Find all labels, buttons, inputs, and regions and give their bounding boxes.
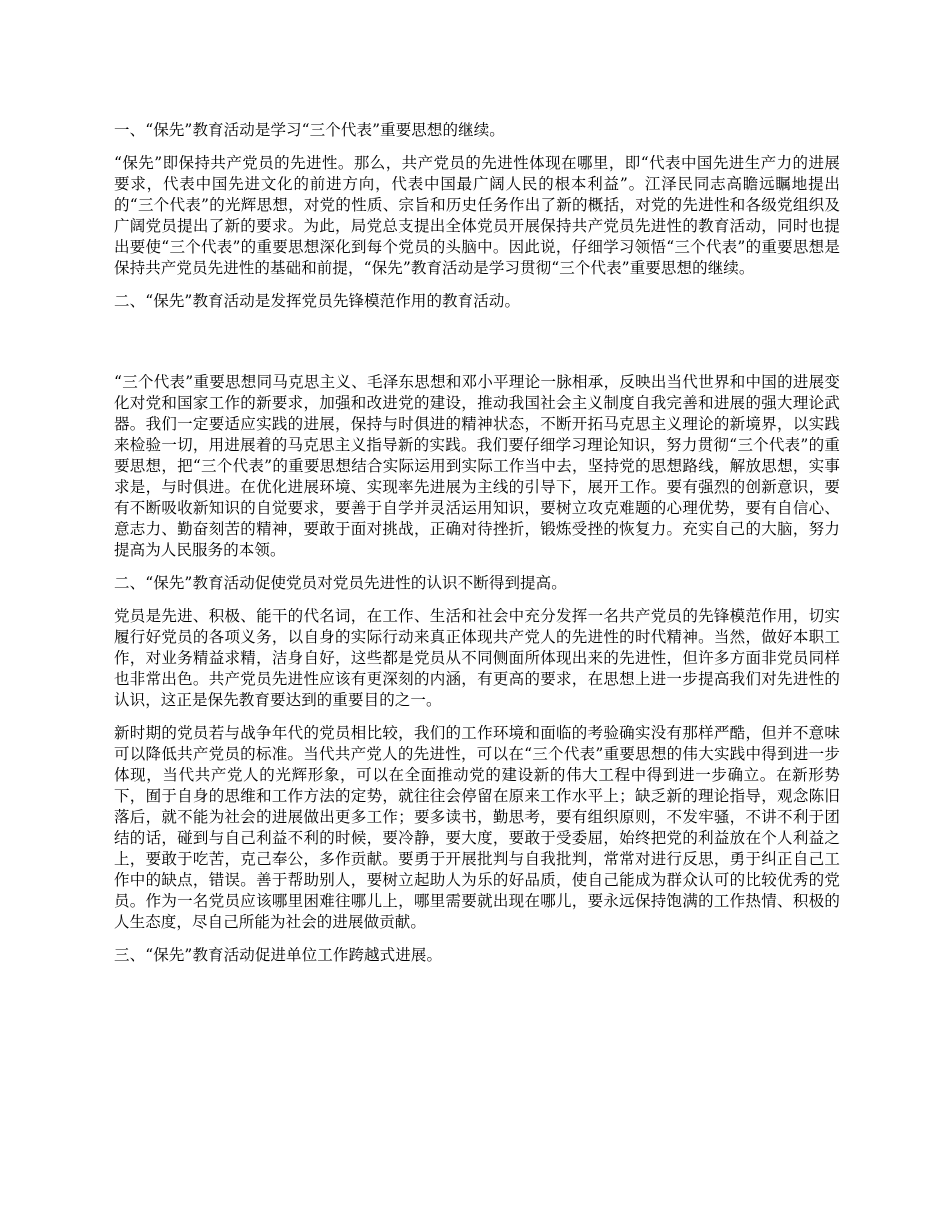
section-heading: 二、“保先”教育活动促使党员对党员先进性的认识不断得到提高。 bbox=[114, 574, 567, 592]
body-paragraph: “三个代表”重要思想同马克思主义、毛泽东思想和邓小平理论一脉相承，反映出当代世界和中国的进展变化对党和国家工作的新要求，加强和改进党的建设，推动我国社会主义制度自我完善和进展的强大理论武器。我们一定要适应实践的进展，保持与时俱进的精神状态，不断开拓马克思主义理论的新境界，以实践来检验一切，用进展着的马克思主义指导新的实践。我们要仔细学习理论知识，努力贯彻“三个代表”的重要思想，把“三个代表”的重要思想结合实际运用到实际工作当中去，坚持党的思想路线，解放思想，实事求是，与时俱进。在优化进展环境、实现率先进展为主线的引导下，展开工作。要有强烈的创新意识，要有不断吸收新知识的自觉要求，要善于自学并灵活运用知识，要树立攻克难题的心理优势，要有自信心、意志力、勤奋刻苦的精神，要敢于面对挑战，正确对待挫折，锻炼受挫的恢复力。充实自己的大脑，努力提高为人民服务的本领。 bbox=[114, 373, 840, 559]
section-heading: 一、“保先”教育活动是学习“三个代表”重要思想的继续。 bbox=[114, 121, 505, 139]
section-heading: 二、“保先”教育活动是发挥党员先锋模范作用的教育活动。 bbox=[114, 292, 521, 310]
body-paragraph: 党员是先进、积极、能干的代名词，在工作、生活和社会中充分发挥一名共产党员的先锋模范作用，切实履行好党员的各项义务，以自身的实际行动来真正体现共产党人的先进性的时代精神。当然，做好本职工作，对业务精益求精，洁身自好，这些都是党员从不同侧面所体现出来的先进性，但许多方面非党员同样也非常出色。共产党员先进性应该有更深刻的内涵，有更高的要求，在思想上进一步提高我们对先进性的认识，这正是保先教育要达到的重要目的之一。 bbox=[114, 607, 840, 709]
document-body bbox=[114, 120, 840, 978]
blank-space bbox=[114, 324, 840, 372]
body-paragraph: 新时期的党员若与战争年代的党员相比较，我们的工作环境和面临的考验确实没有那样严酷，但并不意味可以降低共产党员的标准。当代共产党人的先进性，可以在“三个代表”重要思想的伟大实践中得到进一步体现，当代共产党人的光辉形象，可以在全面推动党的建设新的伟大工程中得到进一步确立。在新形势下，囿于自身的思维和工作方法的定势，就往往会停留在原来工作水平上；缺乏新的理论指导，观念陈旧落后，就不能为社会的进展做出更多工作；要多读书，勤思考，要有组织原则，不发牢骚，不讲不利于团结的话，碰到与自己利益不利的时候，要冷静，要大度，要敢于受委屈，始终把党的利益放在个人利益之上，要敢于吃苦，克己奉公，多作贡献。要勇于开展批判与自我批判，常常对进行反思，勇于纠正自己工作中的缺点，错误。善于帮助别人，要树立起助人为乐的好品质，使自己能成为群众认可的比较优秀的党员。作为一名党员应该哪里困难往哪儿上，哪里需要就出现在哪儿，要永远保持饱满的工作热情、积极的人生态度，尽自己所能为社会的进展做贡献。 bbox=[114, 724, 840, 931]
section-heading: 三、“保先”教育活动促进单位工作跨越式进展。 bbox=[114, 946, 443, 964]
body-paragraph: “保先”即保持共产党员的先进性。那么，共产党员的先进性体现在哪里，即“代表中国先进生产力的进展要求，代表中国先进文化的前进方向，代表中国最广阔人民的根本利益”。江泽民同志高瞻远瞩地提出的“三个代表”的光辉思想，对党的性质、宗旨和历史任务作出了新的概括，对党的先进性和各级党组织及广阔党员提出了新的要求。为此，局党总支提出全体党员开展保持共产党员先进性的教育活动，同时也提出要使“三个代表”的重要思想深化到每个党员的头脑中。因此说，仔细学习领悟“三个代表”的重要思想是保持共产党员先进性的基础和前提，“保先”教育活动是学习贯彻“三个代表”重要思想的继续。 bbox=[114, 154, 840, 277]
